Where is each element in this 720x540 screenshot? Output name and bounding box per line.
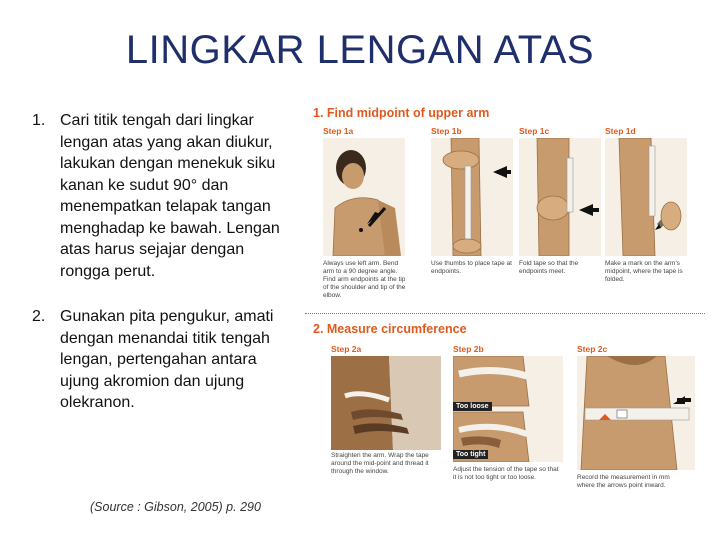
item-text: Cari titik tengah dari lingkar lengan atas yang akan diukur, lakukan dengan menekuk siku kanan ke sudut 90° dan menempatkan telapak tangan menghadap ke bawah. Lengan atas harus sejajar dengan rongga perut. (60, 112, 280, 280)
step-1a-caption: Always use left arm. Bend arm to a 90 degree angle. Find arm endpoints at the tip of the shoulder and tip of the elbow. (323, 260, 406, 299)
step-2b-label: Step 2b (453, 344, 484, 354)
item-text: Gunakan pita pengukur, amati dengan menandai titik tengah lengan, pertengahan antara ujung akromion dan ujung olekranon. (60, 308, 274, 411)
too-tight-badge: Too tight (453, 450, 488, 459)
item-number: 2. (32, 308, 46, 325)
step-1c-label: Step 1c (519, 126, 550, 136)
instruction-item-2 (32, 306, 282, 414)
step-1a-label: Step 1a (323, 126, 354, 136)
step-1a-illustration (323, 138, 405, 256)
slide-title: LINGKAR LENGAN ATAS (125, 28, 595, 72)
source-citation: (Source : Gibson, 2005) p. 290 (90, 500, 261, 514)
step-2c-caption: Record the measurement in mm where the arrows point inward. (577, 474, 670, 489)
step-1b-caption: Use thumbs to place tape at endpoints. (431, 260, 512, 275)
step-1b-label: Step 1b (431, 126, 462, 136)
step-1d-illustration (605, 138, 687, 256)
step-2a-illustration (331, 356, 441, 450)
step-1c-illustration (519, 138, 601, 256)
step-2c-label: Step 2c (577, 344, 608, 354)
step-2a-label: Step 2a (331, 344, 362, 354)
measurement-figure (305, 100, 705, 492)
instruction-list (32, 110, 282, 438)
section1-title: 1. Find midpoint of upper arm (313, 106, 490, 120)
section2-title: 2. Measure circumference (313, 322, 467, 336)
step-1b-illustration (431, 138, 513, 256)
step-1d-label: Step 1d (605, 126, 636, 136)
instruction-item-1 (32, 110, 282, 282)
too-loose-badge: Too loose (453, 402, 492, 411)
step-1d-caption: Make a mark on the arm's midpoint, where the tape is folded. (605, 260, 683, 283)
step-2c-illustration (577, 356, 695, 470)
item-number: 1. (32, 112, 46, 129)
step-2a-caption: Straighten the arm. Wrap the tape around the mid-point and thread it through the window. (331, 452, 429, 475)
section-divider (305, 313, 705, 314)
step-1c-caption: Fold tape so that the endpoints meet. (519, 260, 579, 275)
step-2b-caption: Adjust the tension of the tape so that it is not too tight or too loose. (453, 466, 559, 481)
